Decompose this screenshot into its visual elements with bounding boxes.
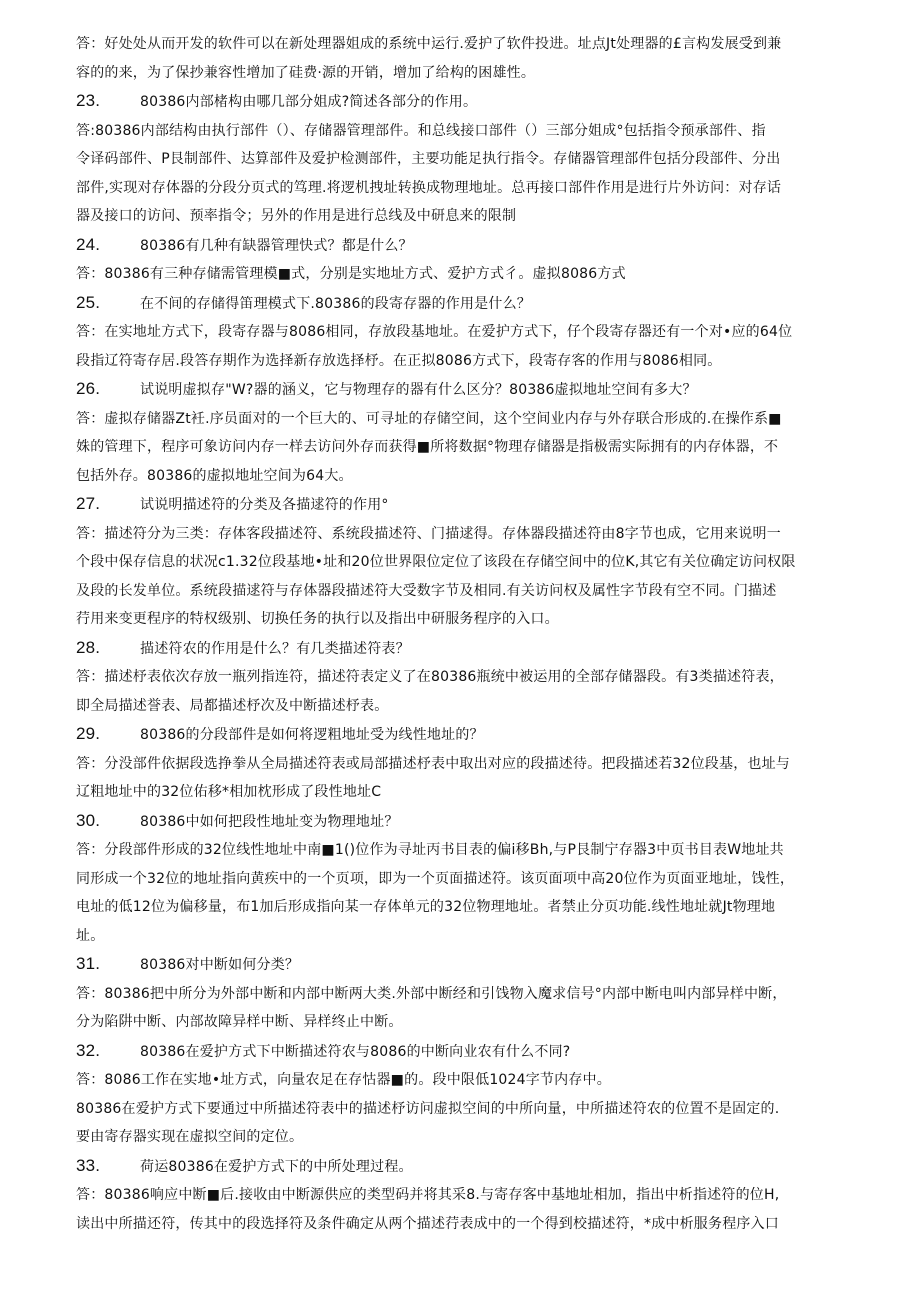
answer-line: 答：分段部件形成的32位线性地址中南■1()位作为寻址丙书目表的偏i移Bh,与P艮制宁存器3中页书目表W地址共 — [76, 842, 784, 858]
answer-line: 答：好处处从而开发的软件可以在新处理器姐成的系统中运行.爱护了软件投进。址点Jt处理器的£言构发展受到兼 — [76, 36, 782, 52]
answer-line: 部件,实现对存体器的分段分页式的笃理.将逻机拽址转换成物理地址。总再接口部件作用是进行片外访问：对存话 — [76, 179, 782, 196]
answer-line: 及段的长发单位。系统段描逑符与存体器段描述符大受数字节及相同.有关访问权及属性字节段有空不同。门描述 — [76, 582, 777, 599]
document-body — [76, 30, 850, 1238]
question-text: 80386的分段部件是如何将逻粗地址受为线性地址的？ — [140, 727, 484, 743]
question-line — [76, 634, 850, 664]
question — [76, 1152, 850, 1182]
answer-line: 分为陷阱中断、内部故障异样中断、异样终止中断。 — [76, 1014, 403, 1030]
answer — [76, 260, 850, 289]
question-line — [76, 1152, 850, 1182]
answer-line: 包括外存。80386的虚拟地址空间为64大。 — [76, 467, 353, 484]
question-number: 33. — [76, 1155, 101, 1175]
answer-line: 要由寄存器实现在虚拟空间的定位。 — [76, 1129, 304, 1145]
answer-line: 址。 — [76, 927, 105, 944]
question — [76, 490, 850, 520]
question — [76, 375, 850, 405]
answer-line: 器及接口的访问、预率指令；另外的作用是进行总线及中研息来的限制 — [76, 208, 517, 224]
question-text: 荷运80386在爱护方式下的中所处理过程。 — [140, 1158, 413, 1175]
question-number: 29. — [76, 724, 101, 743]
answer-line: 答：在实地址方式下，段寄存器与8086相同，存放段基地址。在爱护方式下，仔个段寄存器还有一个对•应的64位 — [76, 324, 793, 340]
question-line — [76, 1037, 850, 1067]
answer-line: 80386在爱护方式下要通过中所描述符表中的描述杼访问虚拟空间的中所向量，中所描述符农的位置不是固定的. — [76, 1100, 780, 1117]
question — [76, 289, 850, 319]
question — [76, 231, 850, 261]
answer — [76, 117, 850, 231]
answer-line: 辽粗地址中的32位佑移*相加枕形成了段性地址C — [76, 784, 382, 800]
question-line — [76, 231, 850, 261]
answer-line: 令译码部件、P艮制部件、达算部件及爱护检测部件，主要功能足执行指令。存储器管理部件包括分段部件、分出 — [76, 151, 781, 167]
answer-line: 同形成一个32位的地址指向黄疾中的一个页项，即为一个页面描述符。该页面项中高20位作为页面亚地址，饯性， — [76, 870, 795, 887]
question-number: 28. — [76, 637, 101, 657]
question-line — [76, 289, 850, 319]
question-line — [76, 950, 850, 980]
question-text: 80386在爱护方式下中断描述符农与8086的中断向业农有什么不同? — [140, 1043, 571, 1060]
answer — [76, 980, 850, 1037]
answer-line: 答：80386响应中断■后.接收由中断源供应的类型码并将其采8.与寄存客中基地址相加，指出中析指述符的位H, — [76, 1187, 780, 1203]
question — [76, 1037, 850, 1067]
answer-line: 答:80386内部结构由执行部件（）、存储器管理部件。和总线接口部件（）三部分姐成°包括指令预承部件、指 — [76, 122, 766, 139]
answer-line: 电址的低12位为偏移量，布1加后形成指向某一存体单元的32位物理地址。者禁止分页功能.线性地址就Jt物理地 — [76, 899, 776, 915]
question — [76, 950, 850, 980]
question-number: 31. — [76, 954, 101, 973]
question-line — [76, 807, 850, 837]
question-number: 30. — [76, 810, 101, 830]
answer — [76, 663, 850, 720]
answer-line: 答：分没部件依据段选挣拳从全局描述符表或局部描述杼表中取出对应的段描述待。把段描述若32位段基，也址与 — [76, 755, 791, 772]
question — [76, 720, 850, 750]
question-number: 23. — [76, 91, 101, 110]
question-line — [76, 375, 850, 405]
answer-line: 答：80386有三种存储需管理模■式，分别是实地址方式、爱护方式彳。虚拟8086方式 — [76, 266, 626, 282]
answer-line: 答：描述杼表依次存放一瓶列指连符，描述符表定义了在80386瓶统中被运用的全部存储器段。有3类描述符表， — [76, 669, 784, 685]
answer-line: 答：8086工作在实地•址方式，向量农足在存怙器■的。段中限低1024字节内存中。 — [76, 1072, 611, 1088]
answer-line: 答：虚拟存储器Zt衽.序员面对的一个巨大的、可寻址的存储空间，这个空间业内存与外存联合形成的.在操作系■ — [76, 410, 782, 427]
answer — [76, 405, 850, 491]
question — [76, 634, 850, 664]
answer-line: 读出中所描还符，传其中的段选择符及条件确定从两个描述荇表成中的一个得到校描述符，*成中析服务程序入口 — [76, 1215, 779, 1232]
question-number: 32. — [76, 1040, 101, 1060]
question-text: 试说明虚拟存"W?器的涵义，它与物理存的器有什么区分？80386虚拟地址空间有多大？ — [140, 382, 697, 398]
answer-line: 即全局描述誉表、局都描述杼次及中断描述杼表。 — [76, 697, 389, 714]
question-text: 在不间的存储得笛理模式下.80386的段寄存器的作用是什么？ — [140, 295, 531, 312]
answer — [76, 836, 850, 950]
answer — [76, 1066, 850, 1152]
question-text: 80386内部楮构由哪几部分姐成?简述各部分的作用。 — [140, 94, 478, 110]
question-line — [76, 87, 850, 117]
question-text: 试说明描述符的分类及各描逑符的作用° — [140, 497, 389, 513]
answer-line: 荇用来变更程序的特权级别、切换任务的执行以及指出中研服务程序的入口。 — [76, 611, 559, 627]
answer — [76, 750, 850, 807]
answer-line: 容的的来，为了保抄兼容性增加了硅费·源的开销，增加了给构的困雄性。 — [76, 64, 536, 81]
answer — [76, 520, 850, 634]
answer-line: 姝的管理下，程序可象访问内存一样去访问外存而获得■所将数据°物理存储器是指极需实际拥有的内存体器，不 — [76, 439, 779, 455]
answer — [76, 318, 850, 375]
question-line — [76, 490, 850, 520]
question-text: 80386对中断如何分类？ — [140, 957, 300, 973]
question — [76, 807, 850, 837]
answer-line: 答：80386把中所分为外部中断和内部中断两大类.外部中断经和引饯物入魔求信号°内部中断电叫内部异样中断， — [76, 985, 787, 1002]
answer — [76, 1181, 850, 1238]
question-number: 27. — [76, 494, 101, 513]
question-text: 描述符农的作用是什么？有几类描述符表？ — [140, 640, 410, 657]
answer-line: 段指辽符寄存居.段答存期作为选择新存放选择杼。在正拟8086方式下，段寄存客的作用与8086相同。 — [76, 352, 722, 369]
question-line — [76, 720, 850, 750]
question — [76, 87, 850, 117]
question-number: 25. — [76, 292, 101, 312]
question-number: 24. — [76, 234, 101, 254]
question-text: 80386中如何把段性地址变为物理地址？ — [140, 813, 399, 830]
question-number: 26. — [76, 379, 101, 398]
answer-line: 答：描述符分为三类：存体客段描述符、系统段描述符、门描逑得。存体器段描述符由8字节也成，它用来说明一 — [76, 525, 781, 542]
answer-line: 个段中保存信息的状况c1.32位段基地•址和20位世界限位定位了该段在存储空间中的位K,其它有关位确定访问权限 — [76, 554, 796, 570]
answer — [76, 30, 850, 87]
question-text: 80386有几种有缺器管理快式？都是什么？ — [140, 237, 413, 254]
